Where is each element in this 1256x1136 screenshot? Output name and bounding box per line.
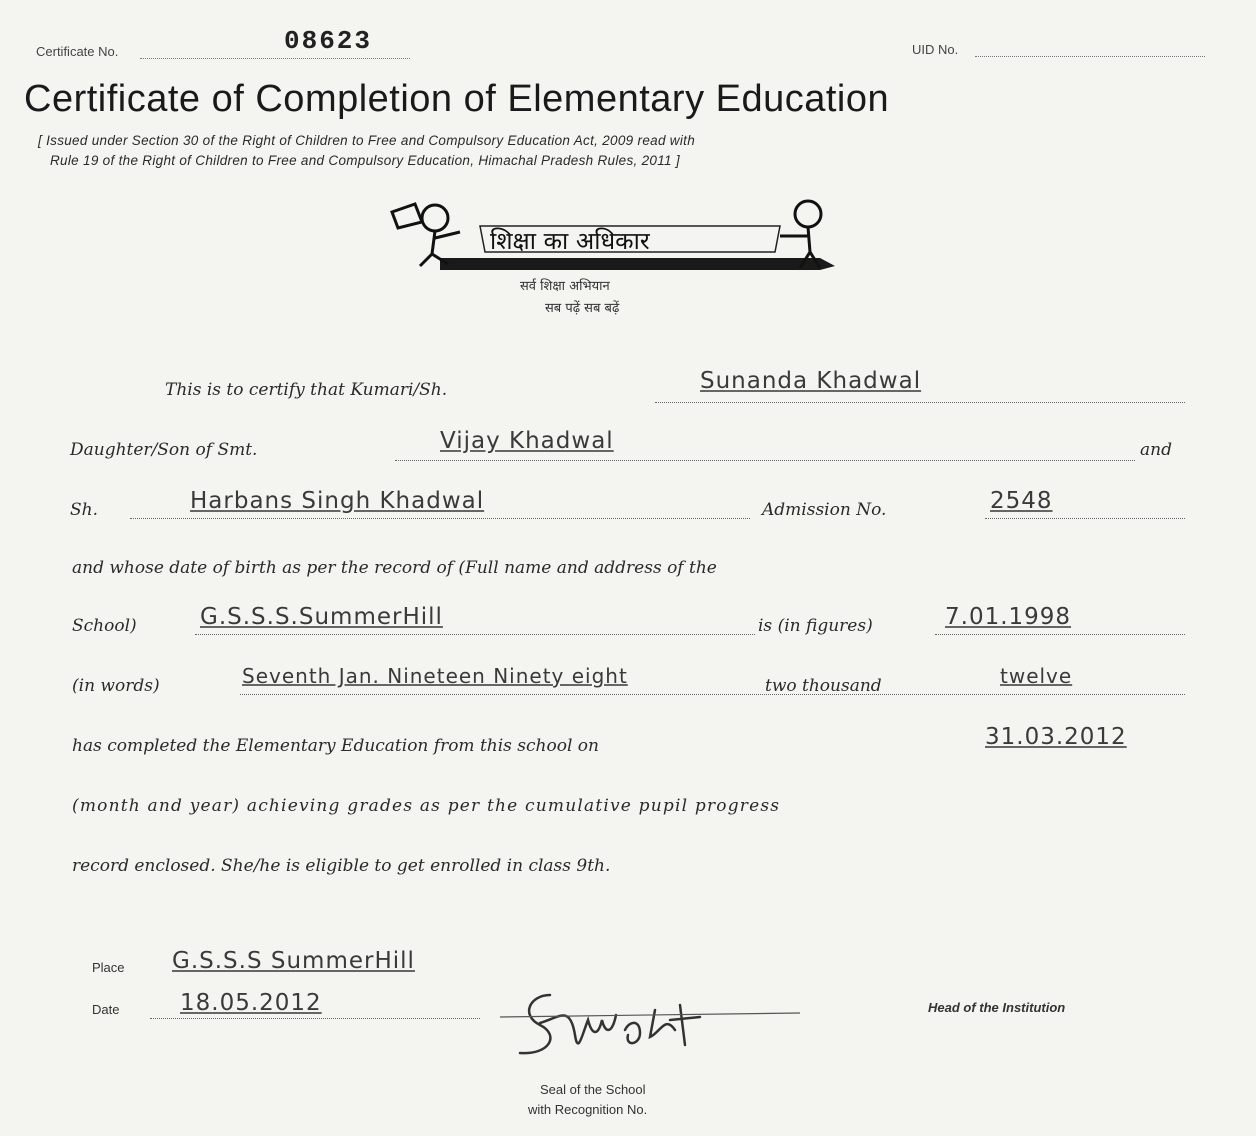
line1-fill xyxy=(655,402,1185,403)
uid-line xyxy=(975,56,1205,57)
line6-fill xyxy=(240,694,1185,695)
logo-sub-text-1: सर्व शिक्षा अभियान xyxy=(520,279,610,294)
line5-prefix: School) xyxy=(72,616,137,636)
line3-fill xyxy=(130,518,750,519)
school-name: G.S.S.S.SummerHill xyxy=(200,604,443,630)
line9-text: record enclosed. She/he is eligible to get enrolled in class 9th. xyxy=(72,856,611,876)
line6-prefix: (in words) xyxy=(72,676,160,696)
certificate-no-label: Certificate No. xyxy=(36,44,119,59)
logo-main-text: शिक्षा का अधिकार xyxy=(490,227,650,255)
line4-text: and whose date of birth as per the record of (Full name and address of the xyxy=(72,558,717,578)
certificate-no-line xyxy=(140,58,410,59)
line8-text: (month and year) achieving grades as per the cumulative pupil progress xyxy=(72,796,781,816)
head-of-institution-label: Head of the Institution xyxy=(928,1000,1066,1015)
student-name: Sunanda Khadwal xyxy=(700,368,922,394)
certificate-no-value: 08623 xyxy=(284,26,373,56)
place-label: Place xyxy=(92,960,125,975)
date-value: 18.05.2012 xyxy=(180,990,322,1016)
dob-figures: 7.01.1998 xyxy=(945,604,1072,630)
line6-mid: two thousand xyxy=(765,676,882,696)
logo-sub-text-2: सब पढ़ें सब बढ़ें xyxy=(545,301,620,316)
seal-label-2: with Recognition No. xyxy=(528,1102,648,1117)
dob-words: Seventh Jan. Nineteen Ninety eight xyxy=(242,664,628,688)
line2-prefix: Daughter/Son of Smt. xyxy=(70,440,258,460)
seal-label-1: Seal of the School xyxy=(540,1082,646,1097)
signature-icon xyxy=(490,975,810,1065)
subtitle-line-1: [ Issued under Section 30 of the Right of Children to Free and Compulsory Education Act, 2009 read with xyxy=(38,133,696,148)
rte-logo xyxy=(380,196,860,326)
subtitle-line-2: Rule 19 of the Right of Children to Free and Compulsory Education, Himachal Pradesh Rules, 2011 ] xyxy=(50,153,680,168)
year-words: twelve xyxy=(1000,664,1073,688)
admission-fill xyxy=(985,518,1185,519)
uid-label: UID No. xyxy=(912,42,959,57)
mother-name: Vijay Khadwal xyxy=(440,428,614,454)
line7-prefix: has completed the Elementary Education from this school on xyxy=(72,736,599,756)
place-value: G.S.S.S SummerHill xyxy=(172,948,415,974)
line5-fill xyxy=(195,634,755,635)
dob-fill xyxy=(935,634,1185,635)
line2-suffix: and xyxy=(1140,440,1172,460)
line1-prefix: This is to certify that Kumari/Sh. xyxy=(165,380,448,400)
admission-no: 2548 xyxy=(990,488,1053,514)
admission-label: Admission No. xyxy=(762,500,887,520)
line5-mid: is (in figures) xyxy=(758,616,873,636)
father-name: Harbans Singh Khadwal xyxy=(190,488,485,514)
page-title: Certificate of Completion of Elementary Education xyxy=(24,78,890,120)
completion-date: 31.03.2012 xyxy=(985,724,1127,750)
date-label: Date xyxy=(92,1002,120,1017)
line3-prefix: Sh. xyxy=(70,500,98,520)
date-fill xyxy=(150,1018,480,1019)
line2-fill xyxy=(395,460,1135,461)
